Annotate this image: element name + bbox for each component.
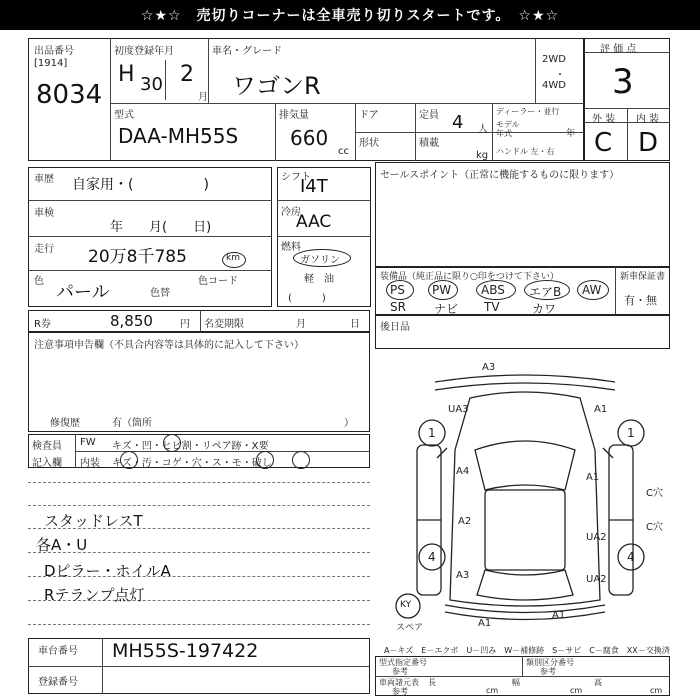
crack-1: C穴 (646, 488, 663, 499)
capacity: 4 (452, 112, 464, 133)
color: パール (56, 282, 110, 303)
chassis-label: 車台番号 (38, 646, 78, 657)
drive-4wd: 4WD (542, 80, 566, 91)
equip-sr: SR (390, 300, 406, 314)
ac: AAC (296, 212, 332, 232)
spare-label: スペア (396, 623, 424, 633)
drive-2wd: 2WD (542, 54, 566, 65)
name-change-day: 日 (350, 319, 360, 330)
width-label: 幅 (512, 678, 520, 687)
inspection: 年 月( 日) (110, 220, 212, 235)
displacement: 660 (290, 126, 329, 150)
km-unit: km (226, 253, 240, 263)
era: H (118, 62, 135, 87)
color-label: 色 (34, 276, 44, 287)
history: 自家用・( ) (72, 177, 209, 193)
mark-ua2-rear: UA2 (586, 574, 607, 585)
fuel-other: ( ) (288, 293, 326, 304)
first-reg-label: 初度登録年月 (114, 46, 174, 57)
mileage: 20万8千785 (88, 247, 187, 267)
car-name-label: 車名・グレード (212, 46, 282, 57)
fw-label: FW (80, 437, 96, 448)
tire-rl: 4 (428, 550, 436, 564)
mark-a1-rear-left: A1 (478, 618, 492, 629)
length-label: 長 (428, 678, 436, 687)
dealer-label: ディーラー・並行 (496, 107, 560, 116)
model: DAA-MH55S (118, 124, 239, 148)
cc-unit: cc (338, 146, 349, 157)
mark-a3-front: A3 (482, 362, 496, 373)
mark-a2-left: A2 (458, 516, 472, 527)
remark-1: スタッドレスT (44, 512, 143, 530)
load-label: 積載 (419, 138, 439, 149)
interior-label: 内 装 (636, 114, 660, 125)
model-year-label: モデル 年式 (496, 120, 520, 138)
lot-number-label: 出品番号 (34, 46, 74, 57)
cat-label: 類別区分番号 (526, 658, 574, 667)
std-ref: 参考 (392, 667, 408, 676)
mark-a3-rear: A3 (456, 570, 470, 581)
equip-leather: カワ (532, 302, 557, 316)
reg-label: 登録番号 (38, 677, 78, 688)
month-unit: 月 (198, 92, 208, 103)
lot-code: [1914] (34, 58, 68, 69)
width-cm: cm (570, 686, 583, 695)
warranty-label: 新車保証書 (620, 272, 666, 282)
equipment-label: 装備品（純正品に限り○印をつけて下さい） (380, 272, 559, 282)
recycle-box (28, 310, 370, 332)
equip-navi: ナビ (434, 302, 459, 316)
equip-airbag: エアB (529, 285, 562, 299)
fw-items: キズ・凹・ヒビ割・リペア跡・X要 (112, 441, 269, 452)
height-label: 高 (594, 678, 602, 687)
rating: 3 (612, 62, 634, 102)
after-box (375, 315, 670, 349)
name-change-month: 月 (296, 319, 306, 330)
recycle: 8,850 (110, 312, 153, 330)
mark-a1-right: A1 (586, 472, 600, 483)
notes-label: 注意事項申告欄（不具合内容等は具体的に記入して下さい） (34, 340, 304, 351)
inspector-label: 検査員 (32, 441, 62, 452)
crack-2: C穴 (646, 522, 663, 533)
exterior-grade: C (594, 128, 613, 158)
warranty: 有・無 (624, 294, 657, 307)
ac-label: 冷房 (281, 207, 301, 218)
person-unit: 人 (478, 124, 488, 135)
car-name: ワゴンR (232, 72, 321, 100)
equip-tv: TV (484, 300, 500, 314)
banner: ☆★☆ 売切りコーナーは全車売り切りスタートです。 ☆★☆ (0, 0, 700, 30)
int-label: 内装 (80, 458, 100, 469)
reg-month: 2 (180, 62, 194, 87)
height-cm: cm (650, 686, 663, 695)
chassis: MH55S-197422 (112, 640, 259, 662)
repair: 有（箇所 (112, 418, 152, 429)
remark-4: Rテランプ点灯 (44, 586, 145, 604)
fuel-gas: ガソリン (300, 255, 340, 266)
color-code-label: 色コード (198, 276, 238, 287)
yen-unit: 円 (180, 319, 190, 330)
drive-dot: ・ (555, 70, 565, 81)
mark-a1-rear-right: A1 (552, 610, 566, 621)
mark-a1-right-front: A1 (594, 404, 608, 415)
model-label: 型式 (114, 110, 134, 121)
displacement-label: 排気量 (279, 110, 309, 121)
cat-ref: 参考 (540, 667, 556, 676)
remark-3: Dピラー・ホイルA (44, 562, 171, 580)
equip-abs: ABS (481, 283, 505, 297)
shift: I4T (300, 176, 328, 197)
mark-ua2-right: UA2 (586, 532, 607, 543)
repair-close: ） (344, 418, 354, 429)
std-label: 型式指定番号 (379, 658, 427, 667)
inspection-label: 車検 (34, 208, 54, 219)
mileage-label: 走行 (34, 244, 54, 255)
history-label: 車歴 (34, 174, 54, 185)
mark-ua3-left: UA3 (448, 404, 469, 415)
model-year-mark: 年 (566, 129, 576, 139)
lot-number: 8034 (36, 80, 103, 110)
handle-label: ハンドル 左・右 (496, 147, 555, 156)
damage-legend: A－キズ E－エクボ U－凹み W－補修跡 S－サビ C－腐食 XX－交換済 (384, 646, 670, 655)
spare-mark: KY (400, 600, 412, 610)
interior-grade: D (638, 128, 659, 158)
equip-ps: PS (390, 283, 405, 297)
mark-a4-left: A4 (456, 466, 470, 477)
tire-rr: 4 (627, 550, 635, 564)
capacity-label: 定員 (419, 110, 439, 121)
sales-point-label: セールスポイント（正常に機能するものに限ります） (380, 170, 620, 181)
equip-aw: AW (582, 283, 602, 297)
door-label: ドア (359, 110, 379, 121)
tire-fl: 1 (428, 426, 436, 440)
color-change-label: 色替 (150, 288, 170, 299)
car-diagram (375, 350, 670, 635)
recycle-label: R券 (34, 319, 51, 330)
name-change-label: 名変期限 (204, 319, 244, 330)
int-items: キズ・汚・コゲ・穴・ス・モ・破し (112, 458, 272, 469)
entry-label: 記入欄 (32, 458, 62, 469)
exterior-label: 外 装 (592, 114, 616, 125)
after-label: 後日品 (380, 322, 410, 333)
fuel-label: 燃料 (281, 242, 301, 253)
reg-year: 30 (140, 74, 163, 95)
length-cm: cm (486, 686, 499, 695)
remark-2: 各A・U (36, 536, 88, 554)
shift-label: シフト (281, 172, 311, 183)
rating-label: 評 価 点 (600, 44, 637, 55)
kg-unit: kg (476, 150, 489, 161)
equip-pw: PW (432, 283, 452, 297)
tire-fr: 1 (627, 426, 635, 440)
repair-label: 修復歴 (50, 418, 80, 429)
size-label: 車両諸元表 (379, 678, 419, 687)
fuel-light: 軽 油 (304, 274, 334, 285)
size-ref: 参考 (392, 687, 408, 696)
shape-label: 形状 (359, 138, 379, 149)
